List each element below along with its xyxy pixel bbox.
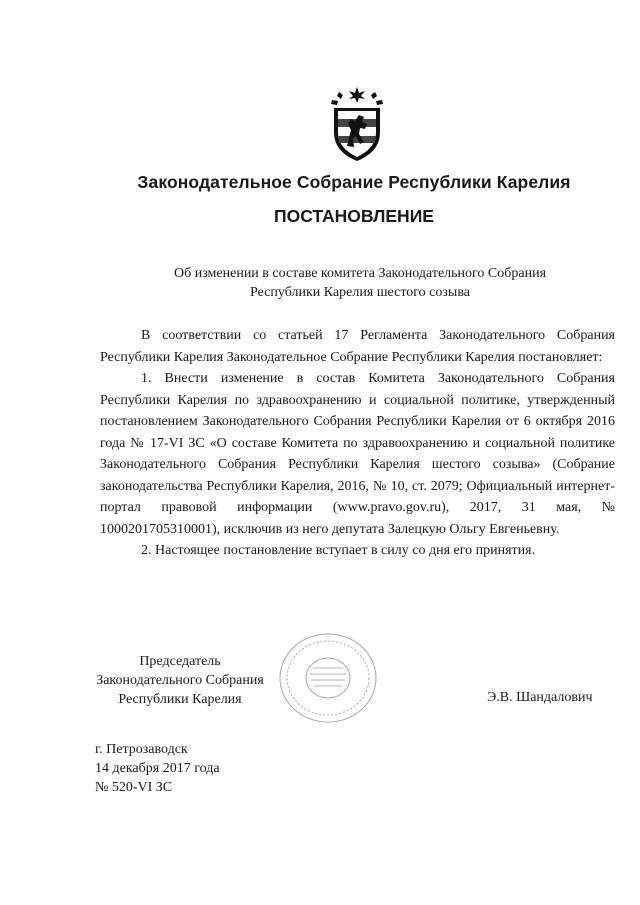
signatory-title-line: Председатель — [139, 654, 221, 669]
date: 14 декабря 2017 года — [95, 761, 220, 776]
item-1-paragraph: 1. Внести изменение в состав Комитета Законодательного Собрания Республики Карелия по здравоохранению и социальной политике, утвержденный постановлением Законодательного Собрания Республики Карелия от 6 октября 2016 года № 17-VI ЗС «О составе Комитета по здравоохранению и социальной политике Законодательного Собрания Республики Карелия шестого созыва» (Собрание законодательства Республики Карелия, 2016, № 10, ст. 2079; Официальный интернет-портал правовой информации (www.pravo.gov.ru), 2017, 31 мая, № 1000201705310001), исключив из него депутата Залецкую Ольгу Евгеньевну. — [100, 371, 615, 537]
organization-name: Законодательное Собрание Республики Карелия — [137, 172, 571, 192]
subject-line: Республики Карелия шестого созыва — [250, 285, 470, 300]
document-type-title: ПОСТАНОВЛЕНИЕ — [274, 206, 434, 226]
signatory-title-line: Республики Карелия — [118, 692, 242, 707]
place-and-date — [95, 740, 220, 797]
preamble-paragraph: В соответствии со статьей 17 Регламента Законодательного Собрания Республики Карелия Законодательное Собрание Республики Карелия постановляет: — [100, 328, 615, 365]
official-seal-icon — [268, 628, 388, 728]
item-2-paragraph: 2. Настоящее постановление вступает в силу со дня его принятия. — [141, 543, 536, 558]
signatory-title — [95, 652, 265, 709]
subject-line: Об изменении в составе комитета Законодательного Собрания — [173, 266, 547, 281]
document-number: № 520-VI ЗС — [95, 780, 173, 795]
city: г. Петрозаводск — [95, 742, 188, 757]
document-body — [100, 325, 615, 562]
coat-of-arms-icon — [329, 86, 385, 162]
document-subject — [100, 264, 620, 302]
signatory-title-line: Законодательного Собрания — [96, 673, 264, 688]
signatory-name: Э.В. Шандалович — [487, 690, 593, 705]
